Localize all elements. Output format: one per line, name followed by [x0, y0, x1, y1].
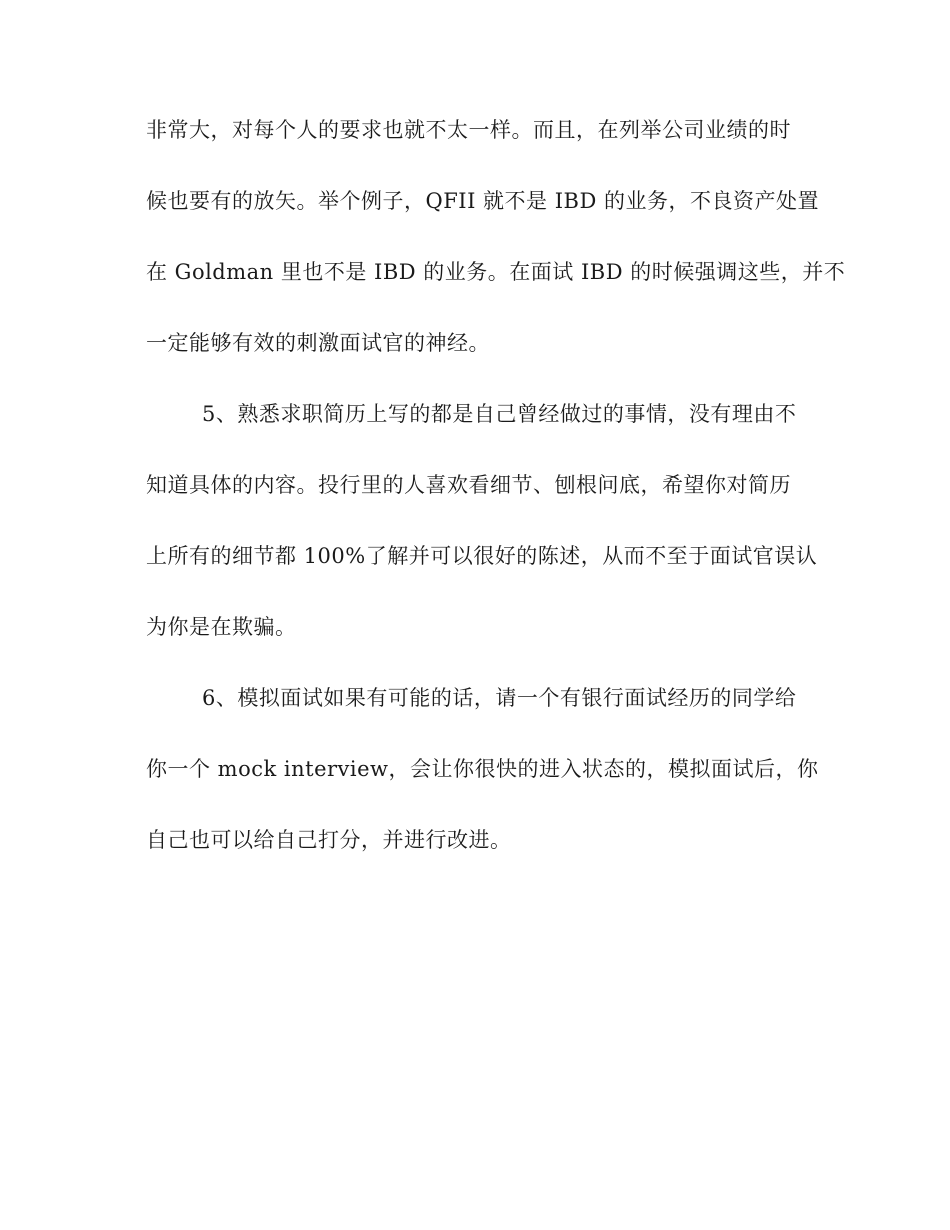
text-line: 知道具体的内容。投行里的人喜欢看细节、刨根问底，希望你对简历 [146, 473, 791, 497]
text-line: 自己也可以给自己打分，并进行改进。 [146, 828, 512, 852]
document-body [146, 118, 846, 899]
text-line: 你一个 mock interview，会让你很快的进入状态的，模拟面试后，你 [146, 757, 819, 781]
text-line: 非常大，对每个人的要求也就不太一样。而且，在列举公司业绩的时 [146, 118, 791, 142]
paragraph-5-first-line: 5、熟悉求职简历上写的都是自己曾经做过的事情，没有理由不 [202, 402, 797, 426]
paragraph-6-first-line: 6、模拟面试如果有可能的话，请一个有银行面试经历的同学给 [202, 686, 797, 710]
text-line: 上所有的细节都 100%了解并可以很好的陈述，从而不至于面试官误认 [146, 544, 818, 568]
text-line: 候也要有的放矢。举个例子，QFII 就不是 IBD 的业务，不良资产处置 [146, 189, 819, 213]
text-line: 一定能够有效的刺激面试官的神经。 [146, 331, 490, 355]
text-line: 在 Goldman 里也不是 IBD 的业务。在面试 IBD 的时候强调这些，并不 [146, 260, 846, 284]
text-line: 为你是在欺骗。 [146, 615, 297, 639]
